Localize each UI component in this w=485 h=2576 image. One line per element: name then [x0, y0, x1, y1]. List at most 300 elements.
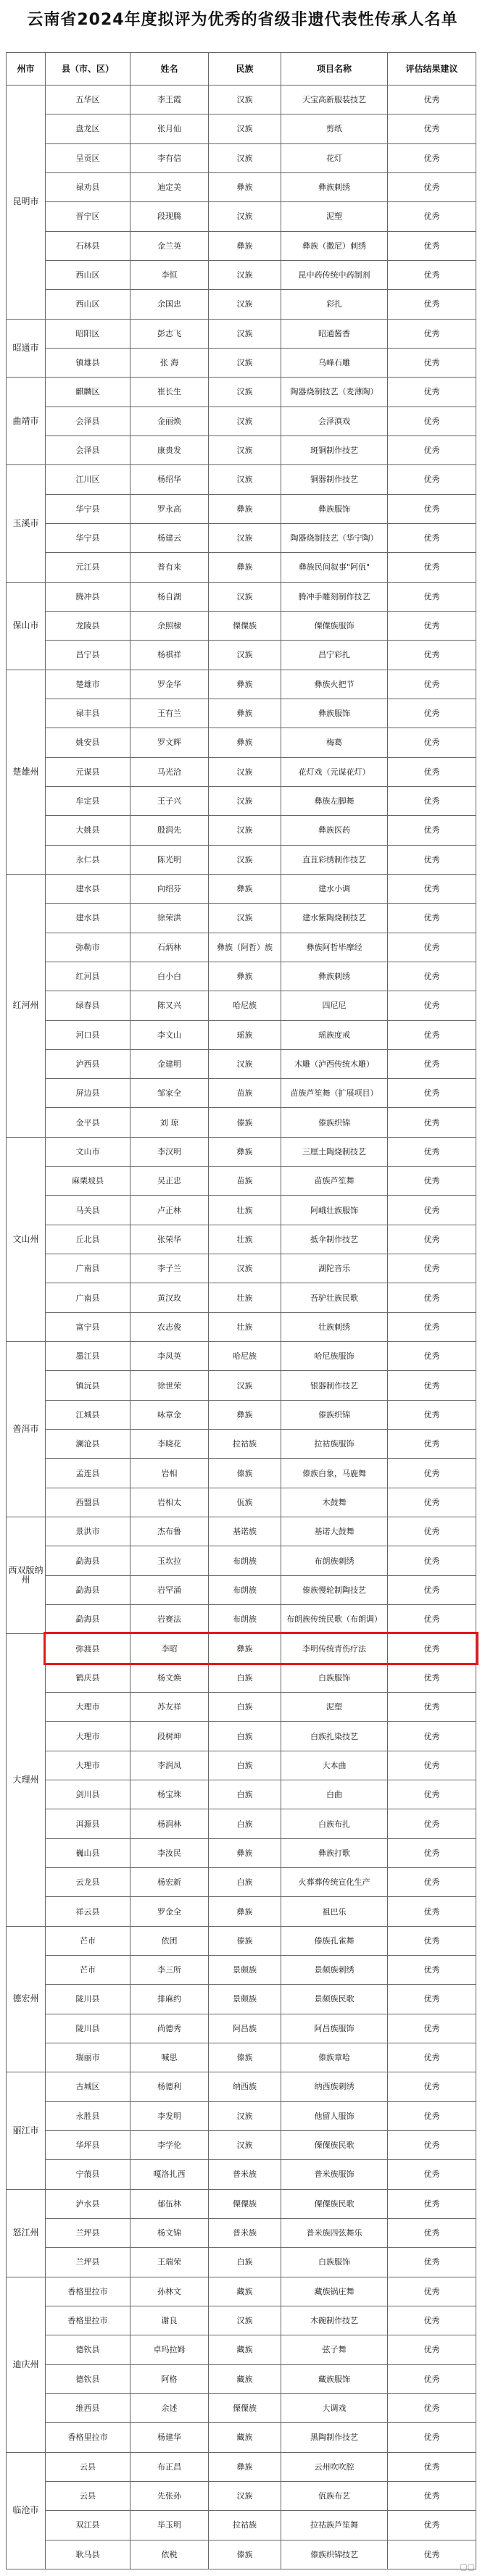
- table-row: [7, 1342, 476, 1371]
- county-cell: 镇雄县: [46, 348, 130, 377]
- result-cell: 优秀: [388, 1371, 476, 1400]
- project-cell: 陶器烧制技艺（麦薄陶）: [281, 378, 388, 407]
- county-cell: 大理市: [46, 1693, 130, 1722]
- ethnicity-cell: 壮族: [209, 1196, 281, 1225]
- name-cell: 段现腾: [130, 202, 209, 231]
- result-cell: 优秀: [388, 202, 476, 231]
- county-cell: 金平县: [46, 1108, 130, 1137]
- project-cell: 昆中药传统中药制剂: [281, 260, 388, 289]
- ethnicity-cell: 汉族: [209, 641, 281, 670]
- project-cell: 吾驴壮族民歌: [281, 1283, 388, 1312]
- table-row: [7, 757, 476, 786]
- project-cell: 李明传统青伤疗法: [281, 1634, 388, 1663]
- result-cell: 优秀: [388, 1342, 476, 1371]
- county-cell: 呈贡区: [46, 143, 130, 172]
- county-cell: 石林县: [46, 231, 130, 260]
- result-cell: 优秀: [388, 348, 476, 377]
- name-cell: 王瑞荣: [130, 2248, 209, 2277]
- result-cell: 优秀: [388, 1488, 476, 1517]
- table-row: [7, 1430, 476, 1459]
- table-row: [7, 1079, 476, 1108]
- city-cell: 德宏州: [7, 1926, 46, 2072]
- name-cell: 罗金华: [130, 670, 209, 699]
- county-cell: 昌宁县: [46, 641, 130, 670]
- ethnicity-cell: 壮族: [209, 1225, 281, 1254]
- ethnicity-cell: 白族: [209, 1663, 281, 1692]
- result-cell: 优秀: [388, 1751, 476, 1780]
- ethnicity-cell: 汉族: [209, 786, 281, 815]
- ethnicity-cell: 藏族: [209, 2335, 281, 2364]
- name-cell: 彭志飞: [130, 319, 209, 348]
- result-cell: 优秀: [388, 2014, 476, 2043]
- ethnicity-cell: 汉族: [209, 816, 281, 845]
- ethnicity-cell: 傣族: [209, 1459, 281, 1488]
- result-cell: 优秀: [388, 2277, 476, 2306]
- county-cell: 屏边县: [46, 1079, 130, 1108]
- result-cell: 优秀: [388, 378, 476, 407]
- ethnicity-cell: 佤族: [209, 1488, 281, 1517]
- name-cell: 李发明: [130, 2101, 209, 2130]
- name-cell: 崔长生: [130, 378, 209, 407]
- project-cell: 白族扎染技艺: [281, 1722, 388, 1751]
- table-row: [7, 553, 476, 582]
- ethnicity-cell: 汉族: [209, 86, 281, 114]
- name-cell: 李王霞: [130, 86, 209, 114]
- name-cell: 卓玛拉姆: [130, 2335, 209, 2364]
- project-cell: 四尼尼: [281, 991, 388, 1020]
- project-cell: 泥塑: [281, 202, 388, 231]
- result-cell: 优秀: [388, 2160, 476, 2189]
- project-cell: 傣族慢轮制陶技艺: [281, 1575, 388, 1604]
- name-cell: 咏章金: [130, 1400, 209, 1429]
- project-cell: 白曲: [281, 1780, 388, 1809]
- county-cell: 晋宁区: [46, 202, 130, 231]
- name-cell: 徐荣洪: [130, 904, 209, 933]
- county-cell: 香格里拉市: [46, 2423, 130, 2452]
- result-cell: 优秀: [388, 2393, 476, 2422]
- city-cell: 文山州: [7, 1137, 46, 1341]
- result-cell: 优秀: [388, 1575, 476, 1604]
- table-row: [7, 2364, 476, 2393]
- project-cell: 建水紫陶烧制技艺: [281, 904, 388, 933]
- name-cell: 徐世荣: [130, 1371, 209, 1400]
- name-cell: 岩赛法: [130, 1605, 209, 1634]
- table-row: [7, 1722, 476, 1751]
- county-cell: 弥渡县: [46, 1634, 130, 1663]
- table-row: [7, 991, 476, 1020]
- result-cell: 优秀: [388, 290, 476, 319]
- county-cell: 宁蒗县: [46, 2160, 130, 2189]
- ethnicity-cell: 汉族: [209, 202, 281, 231]
- result-cell: 优秀: [388, 143, 476, 172]
- ethnicity-cell: 布朗族: [209, 1546, 281, 1575]
- result-cell: 优秀: [388, 1838, 476, 1867]
- project-cell: 景颇族刺绣: [281, 1956, 388, 1985]
- ethnicity-cell: 彝族: [209, 1838, 281, 1867]
- project-cell: 彝族火把节: [281, 670, 388, 699]
- table-row: [7, 2189, 476, 2218]
- ethnicity-cell: 汉族: [209, 465, 281, 494]
- table-row: [7, 845, 476, 874]
- name-cell: 岩相太: [130, 1488, 209, 1517]
- project-cell: 傣族织锦: [281, 1108, 388, 1137]
- table-row: [7, 1751, 476, 1780]
- city-cell: 大理州: [7, 1634, 46, 1926]
- project-cell: 苗族芦笙舞（扩展项目）: [281, 1079, 388, 1108]
- result-cell: 优秀: [388, 1400, 476, 1429]
- result-cell: 优秀: [388, 553, 476, 582]
- result-cell: 优秀: [388, 1634, 476, 1663]
- name-cell: 陈又兴: [130, 991, 209, 1020]
- name-cell: 李汝民: [130, 1838, 209, 1867]
- project-cell: 布朗族刺绣: [281, 1546, 388, 1575]
- result-cell: 优秀: [388, 1196, 476, 1225]
- county-cell: 绿春县: [46, 991, 130, 1020]
- ethnicity-cell: 瑶族: [209, 1020, 281, 1049]
- table-row: [7, 933, 476, 962]
- project-cell: 普米族四弦舞乐: [281, 2218, 388, 2247]
- county-cell: 牟定县: [46, 786, 130, 815]
- project-cell: 彩扎: [281, 290, 388, 319]
- ethnicity-cell: 傈僳族: [209, 611, 281, 640]
- ethnicity-cell: 藏族: [209, 2423, 281, 2452]
- result-cell: 优秀: [388, 728, 476, 757]
- county-cell: 麒麟区: [46, 378, 130, 407]
- result-cell: 优秀: [388, 991, 476, 1020]
- result-cell: 优秀: [388, 2072, 476, 2101]
- ethnicity-cell: 汉族: [209, 319, 281, 348]
- name-cell: 迪定美: [130, 172, 209, 201]
- ethnicity-cell: 傣族: [209, 2540, 281, 2569]
- result-cell: 优秀: [388, 86, 476, 114]
- name-cell: 张月仙: [130, 114, 209, 143]
- county-cell: 大姚县: [46, 816, 130, 845]
- name-cell: 李文山: [130, 1020, 209, 1049]
- result-cell: 优秀: [388, 874, 476, 903]
- county-cell: 姚安县: [46, 728, 130, 757]
- result-cell: 优秀: [388, 962, 476, 991]
- name-cell: 殷润先: [130, 816, 209, 845]
- county-cell: 陇川县: [46, 2014, 130, 2043]
- project-cell: 银器制作技艺: [281, 1371, 388, 1400]
- table-row: [7, 1956, 476, 1985]
- result-cell: 优秀: [388, 757, 476, 786]
- name-cell: 吴正忠: [130, 1167, 209, 1196]
- table-row: [7, 816, 476, 845]
- county-cell: 勐海县: [46, 1575, 130, 1604]
- table-row: [7, 728, 476, 757]
- name-cell: 杰布鲁: [130, 1517, 209, 1546]
- table-row: [7, 1575, 476, 1604]
- table-row: [7, 231, 476, 260]
- table-row: [7, 2218, 476, 2247]
- project-cell: 会泽滇戏: [281, 407, 388, 435]
- name-cell: 罗文辉: [130, 728, 209, 757]
- name-cell: 杨建云: [130, 523, 209, 552]
- result-cell: 优秀: [388, 172, 476, 201]
- ethnicity-cell: 苗族: [209, 1079, 281, 1108]
- result-cell: 优秀: [388, 904, 476, 933]
- county-cell: 墨江县: [46, 1342, 130, 1371]
- project-cell: 黑陶制作技艺: [281, 2423, 388, 2452]
- county-cell: 江川区: [46, 465, 130, 494]
- name-cell: 李晓花: [130, 1430, 209, 1459]
- project-cell: 傣族织锦技艺: [281, 2540, 388, 2569]
- county-cell: 镇沅县: [46, 1371, 130, 1400]
- table-row: [7, 1897, 476, 1926]
- name-cell: 布正昌: [130, 2452, 209, 2481]
- table-row: [7, 1167, 476, 1196]
- ethnicity-cell: 阿昌族: [209, 2014, 281, 2043]
- table-row: [7, 1108, 476, 1137]
- name-cell: 毕玉明: [130, 2511, 209, 2540]
- name-cell: 杨祺祥: [130, 641, 209, 670]
- name-cell: 王子兴: [130, 786, 209, 815]
- header-city: 州市: [7, 53, 46, 86]
- table-row: [7, 1693, 476, 1722]
- project-cell: 昭通酱香: [281, 319, 388, 348]
- result-cell: 优秀: [388, 611, 476, 640]
- project-cell: 景颇族民歌: [281, 1985, 388, 2014]
- project-cell: 祖巴乐: [281, 1897, 388, 1926]
- project-cell: 彝族刺绣: [281, 172, 388, 201]
- name-cell: 黄汉玫: [130, 1283, 209, 1312]
- county-cell: 云龙县: [46, 1868, 130, 1897]
- project-cell: 傣族织锦: [281, 1400, 388, 1429]
- project-cell: 彝族打歌: [281, 1838, 388, 1867]
- name-cell: 先张孙: [130, 2481, 209, 2510]
- table-row: [7, 494, 476, 523]
- county-cell: 河口县: [46, 1020, 130, 1049]
- name-cell: 邹家全: [130, 1079, 209, 1108]
- project-cell: 彝族服饰: [281, 699, 388, 728]
- result-cell: 优秀: [388, 786, 476, 815]
- watermark: ▢▢: [460, 2562, 475, 2572]
- ethnicity-cell: 汉族: [209, 435, 281, 464]
- ethnicity-cell: 拉祜族: [209, 2511, 281, 2540]
- result-cell: 优秀: [388, 1868, 476, 1897]
- ethnicity-cell: 彝族: [209, 1137, 281, 1166]
- ethnicity-cell: 布朗族: [209, 1605, 281, 1634]
- ethnicity-cell: 拉祜族: [209, 1430, 281, 1459]
- ethnicity-cell: 彝族: [209, 962, 281, 991]
- name-cell: 尚德秀: [130, 2014, 209, 2043]
- project-cell: 抵伞制作技艺: [281, 1225, 388, 1254]
- project-cell: 三厘土陶烧制技艺: [281, 1137, 388, 1166]
- city-cell: 昆明市: [7, 86, 46, 320]
- result-cell: 优秀: [388, 1926, 476, 1955]
- project-cell: 云州吹吹腔: [281, 2452, 388, 2481]
- county-cell: 泸西县: [46, 1049, 130, 1078]
- project-cell: 阿峨壮族服饰: [281, 1196, 388, 1225]
- name-cell: 依团: [130, 1926, 209, 1955]
- name-cell: 阿格: [130, 2364, 209, 2393]
- ethnicity-cell: 汉族: [209, 582, 281, 611]
- county-cell: 鹤庆县: [46, 1663, 130, 1692]
- name-cell: 李有信: [130, 143, 209, 172]
- project-cell: 白族布扎: [281, 1809, 388, 1838]
- project-cell: 苗族芦笙舞: [281, 1167, 388, 1196]
- name-cell: 农志俊: [130, 1312, 209, 1341]
- project-cell: 傣族白象，马鹿舞: [281, 1459, 388, 1488]
- ethnicity-cell: 彝族: [209, 2452, 281, 2481]
- result-cell: 优秀: [388, 582, 476, 611]
- project-cell: 拉祜族服饰: [281, 1430, 388, 1459]
- table-row: [7, 699, 476, 728]
- name-cell: 李子兰: [130, 1254, 209, 1283]
- ethnicity-cell: 白族: [209, 1722, 281, 1751]
- result-cell: 优秀: [388, 1430, 476, 1459]
- ethnicity-cell: 汉族: [209, 523, 281, 552]
- table-row: [7, 2306, 476, 2335]
- ethnicity-cell: 彝族: [209, 494, 281, 523]
- table-row: [7, 2452, 476, 2481]
- name-cell: 罗永高: [130, 494, 209, 523]
- table-row: [7, 1634, 476, 1663]
- result-cell: 优秀: [388, 1897, 476, 1926]
- table-row: [7, 2481, 476, 2510]
- result-cell: 优秀: [388, 933, 476, 962]
- table-row: [7, 1663, 476, 1692]
- name-cell: 李学伦: [130, 2130, 209, 2159]
- result-cell: 优秀: [388, 699, 476, 728]
- header-county: 县（市、区）: [46, 53, 130, 86]
- name-cell: 谢良: [130, 2306, 209, 2335]
- result-cell: 优秀: [388, 1225, 476, 1254]
- name-cell: 金建明: [130, 1049, 209, 1078]
- project-cell: 花灯: [281, 143, 388, 172]
- county-cell: 古城区: [46, 2072, 130, 2101]
- name-cell: 杨绍华: [130, 465, 209, 494]
- county-cell: 元江县: [46, 553, 130, 582]
- name-cell: 杨宏新: [130, 1868, 209, 1897]
- county-cell: 云县: [46, 2481, 130, 2510]
- table-row: [7, 2160, 476, 2189]
- county-cell: 华坪县: [46, 2130, 130, 2159]
- ethnicity-cell: 汉族: [209, 290, 281, 319]
- ethnicity-cell: 汉族: [209, 1049, 281, 1078]
- county-cell: 泸水县: [46, 2189, 130, 2218]
- name-cell: 王有兰: [130, 699, 209, 728]
- result-cell: 优秀: [388, 1605, 476, 1634]
- project-cell: 弦子舞: [281, 2335, 388, 2364]
- county-cell: 元谋县: [46, 757, 130, 786]
- project-cell: 花灯戏（元谋花灯）: [281, 757, 388, 786]
- project-cell: 彝族刺绣: [281, 962, 388, 991]
- project-cell: 腾冲手雕刻制作技艺: [281, 582, 388, 611]
- ethnicity-cell: 汉族: [209, 260, 281, 289]
- ethnicity-cell: 白族: [209, 1751, 281, 1780]
- result-cell: 优秀: [388, 2423, 476, 2452]
- table-row: [7, 465, 476, 494]
- result-cell: 优秀: [388, 1956, 476, 1985]
- county-cell: 兰坪县: [46, 2218, 130, 2247]
- county-cell: 勐海县: [46, 1605, 130, 1634]
- name-cell: 杨文锦: [130, 2218, 209, 2247]
- table-row: [7, 143, 476, 172]
- county-cell: 广南县: [46, 1254, 130, 1283]
- county-cell: 芒市: [46, 1956, 130, 1985]
- table-row: [7, 1312, 476, 1341]
- name-cell: 依税: [130, 2540, 209, 2569]
- city-cell: 红河州: [7, 874, 46, 1137]
- name-cell: 李昭: [130, 1634, 209, 1663]
- county-cell: 华宁县: [46, 523, 130, 552]
- result-cell: 优秀: [388, 1108, 476, 1137]
- result-cell: 优秀: [388, 2452, 476, 2481]
- ethnicity-cell: 壮族: [209, 1283, 281, 1312]
- result-cell: 优秀: [388, 2189, 476, 2218]
- table-row: [7, 2540, 476, 2569]
- result-cell: 优秀: [388, 319, 476, 348]
- table-row: [7, 1283, 476, 1312]
- table-body: [7, 86, 476, 2569]
- county-cell: 五华区: [46, 86, 130, 114]
- result-cell: 优秀: [388, 2218, 476, 2247]
- table-row: [7, 1196, 476, 1225]
- ethnicity-cell: 纳西族: [209, 2072, 281, 2101]
- result-cell: 优秀: [388, 1663, 476, 1692]
- name-cell: 金兰英: [130, 231, 209, 260]
- result-cell: 优秀: [388, 1254, 476, 1283]
- result-cell: 优秀: [388, 2540, 476, 2569]
- county-cell: 维西县: [46, 2393, 130, 2422]
- result-cell: 优秀: [388, 2364, 476, 2393]
- county-cell: 耿马县: [46, 2540, 130, 2569]
- project-cell: 纳西族刺绣: [281, 2072, 388, 2101]
- result-cell: 优秀: [388, 494, 476, 523]
- table-header-row: [7, 53, 476, 86]
- city-cell: 普洱市: [7, 1342, 46, 1517]
- county-cell: 芒市: [46, 1926, 130, 1955]
- project-cell: 彝族医药: [281, 816, 388, 845]
- table-row: [7, 2511, 476, 2540]
- project-cell: 彝族阿哲毕摩经: [281, 933, 388, 962]
- ethnicity-cell: 彝族（阿哲）族: [209, 933, 281, 962]
- ethnicity-cell: 白族: [209, 1780, 281, 1809]
- result-cell: 优秀: [388, 641, 476, 670]
- project-cell: 傈僳族服饰: [281, 611, 388, 640]
- name-cell: 马光洽: [130, 757, 209, 786]
- result-cell: 优秀: [388, 1517, 476, 1546]
- ethnicity-cell: 傈僳族: [209, 2393, 281, 2422]
- project-cell: 建水小调: [281, 874, 388, 903]
- name-cell: 嘎洛扎西: [130, 2160, 209, 2189]
- project-cell: 白族服饰: [281, 2248, 388, 2277]
- result-cell: 优秀: [388, 260, 476, 289]
- city-cell: 迪庆州: [7, 2277, 46, 2452]
- result-cell: 优秀: [388, 1049, 476, 1078]
- project-cell: 傣族孔雀舞: [281, 1926, 388, 1955]
- city-cell: 楚雄州: [7, 670, 46, 874]
- table-row: [7, 2130, 476, 2159]
- table-row: [7, 2335, 476, 2364]
- table-row: [7, 523, 476, 552]
- project-cell: 傈僳族民歌: [281, 2130, 388, 2159]
- city-cell: 怒江州: [7, 2189, 46, 2277]
- ethnicity-cell: 壮族: [209, 1312, 281, 1341]
- city-cell: 玉溪市: [7, 465, 46, 582]
- project-cell: 斑铜制作技艺: [281, 435, 388, 464]
- county-cell: 孟连县: [46, 1459, 130, 1488]
- result-cell: 优秀: [388, 2306, 476, 2335]
- ethnicity-cell: 基诺族: [209, 1517, 281, 1546]
- result-cell: 优秀: [388, 2335, 476, 2364]
- county-cell: 昭阳区: [46, 319, 130, 348]
- county-cell: 楚雄市: [46, 670, 130, 699]
- result-cell: 优秀: [388, 1167, 476, 1196]
- county-cell: 富宁县: [46, 1312, 130, 1341]
